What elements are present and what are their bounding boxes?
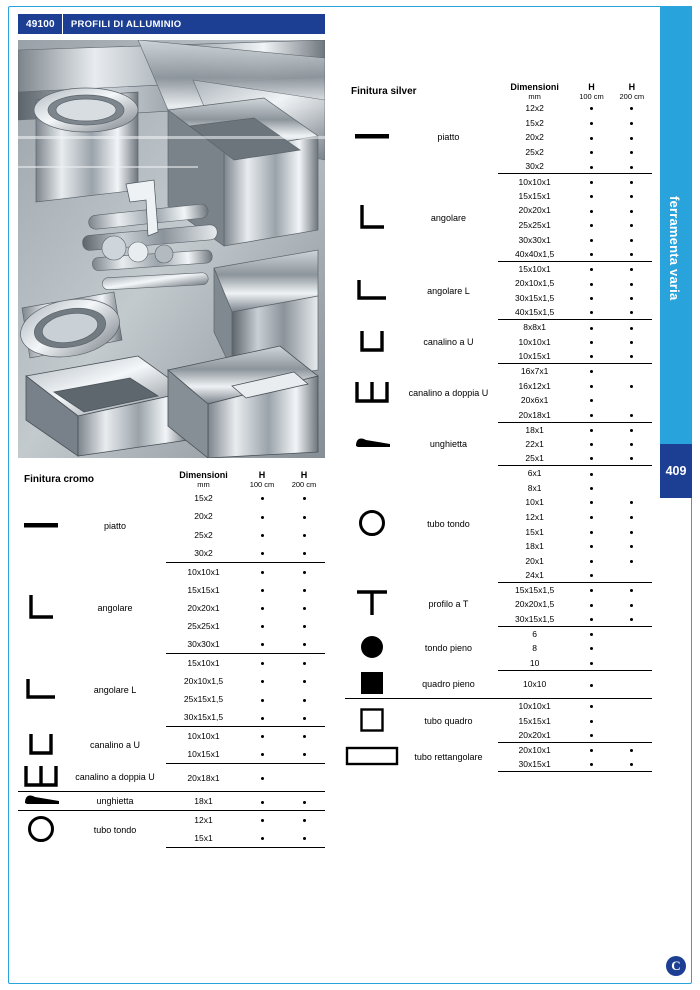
profile-name: canalino a doppia U [408, 387, 489, 398]
product-photo [18, 40, 325, 458]
dimension-value: 20x20x1 [187, 602, 220, 613]
dimension-value: 20x20x1 [498, 728, 571, 743]
availability-h200 [612, 291, 652, 306]
dimension-value: 10 [498, 656, 571, 671]
dimension-value: 20x18x1 [166, 763, 241, 792]
availability-h100 [241, 544, 283, 562]
angolare-l-icon [18, 654, 64, 727]
availability-h100 [571, 451, 611, 466]
availability-h200 [612, 641, 652, 656]
table-row [18, 792, 325, 811]
availability-h200 [283, 654, 325, 672]
dimension-value: 8x8x1 [523, 322, 546, 333]
availability-h100 [241, 507, 283, 525]
availability-h100 [241, 690, 283, 708]
dimension-value: 20x1 [525, 555, 544, 566]
header-dimensioni: Dimensioni mm [179, 470, 228, 489]
table-row [18, 811, 325, 829]
dimension-value: 15x15x1 [187, 584, 220, 595]
table-row [345, 466, 652, 481]
dimension-value: 10x15x1 [166, 745, 241, 763]
profile-name: canalino a doppia U [64, 763, 166, 792]
header-finish: Finitura cromo [24, 474, 95, 485]
dimension-value: 22x1 [525, 438, 544, 449]
dimension-value: 15x1 [166, 829, 241, 847]
dimension-value: 10x10x1 [518, 336, 551, 347]
availability-h200 [612, 612, 652, 627]
profile-name: profilo a T [428, 599, 469, 610]
table-row [345, 670, 652, 699]
table-row [345, 320, 652, 335]
dimension-value: 20x10x1,5 [515, 278, 555, 289]
availability-h200 [612, 451, 652, 466]
availability-h200 [612, 553, 652, 568]
availability-h200 [283, 617, 325, 635]
availability-h100 [571, 553, 611, 568]
availability-h100 [571, 422, 611, 437]
availability-h200 [612, 174, 652, 189]
table-row [345, 364, 652, 379]
table-row [18, 562, 325, 580]
tondo-pieno-icon [345, 626, 399, 670]
availability-h100 [571, 539, 611, 554]
dimension-value: 20x20x1 [518, 205, 551, 216]
dimension-value: 15x2 [525, 117, 544, 128]
availability-h100 [241, 635, 283, 653]
availability-h200 [283, 792, 325, 811]
dimension-value: 12x1 [525, 511, 544, 522]
dimension-value: 20x6x1 [520, 395, 549, 406]
availability-h100 [241, 580, 283, 598]
table-row [345, 742, 652, 757]
table-row [18, 763, 325, 792]
dimension-value: 6x1 [527, 468, 542, 479]
angolare-l-icon [345, 262, 399, 320]
dimension-value: 25x25x1 [187, 621, 220, 632]
availability-h200 [612, 495, 652, 510]
profilo-t-icon [345, 583, 399, 627]
dimension-value: 18x1 [166, 792, 241, 811]
table-row [345, 101, 652, 116]
table-finitura-cromo [18, 470, 325, 848]
dimension-value: 10x10x1 [187, 731, 220, 742]
table-row [345, 422, 652, 437]
table-row [345, 699, 652, 714]
availability-h200 [283, 635, 325, 653]
availability-h200 [283, 562, 325, 580]
profile-name: tubo tondo [93, 824, 137, 835]
availability-h100 [571, 524, 611, 539]
availability-h100 [571, 641, 611, 656]
availability-h200 [612, 203, 652, 218]
dimension-value: 30x15x1,5 [498, 612, 571, 627]
dimension-value: 10x15x1 [498, 349, 571, 364]
dimension-value: 18x1 [525, 541, 544, 552]
dimension-value: 25x25x1 [518, 220, 551, 231]
profile-name: tubo rettangolare [414, 752, 483, 763]
availability-h200 [612, 349, 652, 364]
unghietta-icon [345, 422, 399, 466]
availability-h200 [612, 422, 652, 437]
availability-h100 [571, 742, 611, 757]
availability-h100 [241, 562, 283, 580]
product-header [18, 14, 325, 34]
availability-h200 [612, 626, 652, 641]
header-h-200: H 200 cm [619, 82, 645, 101]
availability-h100 [571, 597, 611, 612]
availability-h100 [241, 709, 283, 727]
canalino-doppia-u-icon [345, 364, 399, 422]
availability-h200 [612, 378, 652, 393]
dimension-value: 20x18x1 [498, 407, 571, 422]
availability-h200 [612, 742, 652, 757]
canalino-u-icon [345, 320, 399, 364]
availability-h200 [612, 480, 652, 495]
availability-h100 [241, 489, 283, 507]
availability-h200 [283, 763, 325, 792]
table-row [345, 174, 652, 189]
availability-h100 [571, 568, 611, 583]
profile-name: angolare L [93, 685, 137, 696]
availability-h200 [612, 189, 652, 204]
profile-name: angolare [430, 212, 466, 223]
availability-h100 [241, 526, 283, 544]
availability-h200 [283, 580, 325, 598]
dimension-value: 12x1 [194, 815, 213, 826]
dimension-value: 25x2 [194, 529, 213, 540]
availability-h200 [283, 745, 325, 763]
availability-h100 [571, 495, 611, 510]
availability-h200 [283, 507, 325, 525]
header-h-200: H 200 cm [291, 470, 317, 489]
availability-h100 [571, 262, 611, 277]
availability-h100 [571, 247, 611, 262]
availability-h100 [571, 656, 611, 671]
availability-h200 [612, 510, 652, 525]
table-row [345, 262, 652, 277]
dimension-value: 15x10x1 [187, 658, 220, 669]
header-h-100: H 100 cm [249, 470, 275, 489]
availability-h200 [283, 690, 325, 708]
dimension-value: 40x40x1,5 [498, 247, 571, 262]
availability-h100 [241, 745, 283, 763]
profile-name: canalino a U [423, 336, 474, 347]
dimension-value: 30x30x1 [518, 234, 551, 245]
dimension-value: 25x1 [498, 451, 571, 466]
availability-h100 [241, 811, 283, 829]
dimension-value: 15x15x1,5 [515, 585, 555, 596]
availability-h200 [612, 699, 652, 714]
availability-h100 [571, 364, 611, 379]
availability-h200 [612, 713, 652, 728]
category-tab-label: ferramenta varia [667, 196, 682, 301]
dimension-value: 40x15x1,5 [498, 305, 571, 320]
availability-h200 [612, 568, 652, 583]
availability-h100 [241, 829, 283, 847]
availability-h100 [241, 654, 283, 672]
availability-h200 [612, 335, 652, 350]
availability-h100 [571, 480, 611, 495]
availability-h200 [283, 489, 325, 507]
dimension-value: 16x12x1 [518, 380, 551, 391]
availability-h200 [283, 599, 325, 617]
availability-h200 [612, 305, 652, 320]
availability-h100 [571, 728, 611, 743]
availability-h100 [571, 320, 611, 335]
availability-h100 [241, 617, 283, 635]
availability-h200 [612, 232, 652, 247]
availability-h100 [571, 189, 611, 204]
dimension-value: 15x2 [194, 493, 213, 504]
piatto-icon [18, 489, 64, 562]
availability-h200 [612, 247, 652, 262]
canalino-doppia-u-icon [18, 763, 64, 792]
availability-h200 [612, 116, 652, 131]
table-header-row [18, 470, 325, 489]
header-finish: Finitura silver [351, 86, 417, 97]
availability-h100 [571, 276, 611, 291]
availability-h200 [283, 829, 325, 847]
dimension-value: 16x7x1 [520, 366, 549, 377]
availability-h100 [571, 159, 611, 174]
header-h-100: H 100 cm [579, 82, 604, 101]
dimension-value: 10x10 [498, 670, 571, 699]
profile-name: unghietta [64, 792, 166, 811]
availability-h200 [283, 672, 325, 690]
canalino-u-icon [18, 727, 64, 764]
profile-name: angolare L [427, 285, 470, 296]
dimension-value: 20x2 [194, 511, 213, 522]
dimension-value: 15x10x1 [518, 264, 551, 275]
profile-name: piatto [103, 520, 127, 531]
dimension-value: 30x15x1,5 [166, 709, 241, 727]
dimension-value: 15x15x1 [518, 715, 551, 726]
availability-h100 [241, 599, 283, 617]
availability-h200 [283, 727, 325, 745]
availability-h200 [612, 466, 652, 481]
dimension-value: 10x10x1 [518, 176, 551, 187]
piatto-icon [345, 101, 399, 174]
availability-h200 [612, 145, 652, 160]
table-row [18, 654, 325, 672]
tubo-tondo-icon [18, 811, 64, 848]
availability-h100 [571, 757, 611, 772]
availability-h200 [283, 811, 325, 829]
dimension-value: 10x1 [525, 497, 544, 508]
availability-h100 [241, 672, 283, 690]
availability-h200 [612, 407, 652, 422]
availability-h200 [612, 524, 652, 539]
availability-h200 [612, 597, 652, 612]
availability-h100 [571, 145, 611, 160]
product-code: 49100 [26, 18, 55, 30]
dimension-value: 10x10x1 [187, 566, 220, 577]
availability-h100 [571, 393, 611, 408]
page-number-tab: 409 [660, 444, 692, 498]
availability-h100 [571, 335, 611, 350]
availability-h100 [571, 203, 611, 218]
availability-h100 [571, 583, 611, 598]
table-header-row [345, 82, 652, 101]
availability-h200 [283, 709, 325, 727]
dimension-value: 30x2 [166, 544, 241, 562]
dimension-value: 18x1 [525, 424, 544, 435]
profile-name: angolare [97, 602, 133, 613]
category-tab [660, 6, 692, 476]
table-row [345, 626, 652, 641]
availability-h200 [612, 757, 652, 772]
profile-name: unghietta [429, 438, 467, 449]
unghietta-icon [18, 792, 64, 811]
table-row [345, 583, 652, 598]
availability-h200 [283, 526, 325, 544]
tubo-rettangolare-icon [345, 742, 399, 771]
availability-h100 [571, 510, 611, 525]
dimension-value: 20x10x1 [518, 744, 551, 755]
dimension-value: 20x10x1,5 [183, 676, 224, 687]
availability-h200 [283, 544, 325, 562]
dimension-value: 30x2 [498, 159, 571, 174]
availability-h200 [612, 364, 652, 379]
availability-h100 [241, 792, 283, 811]
availability-h200 [612, 583, 652, 598]
availability-h100 [571, 699, 611, 714]
availability-h100 [571, 130, 611, 145]
availability-h100 [571, 378, 611, 393]
profile-name: canalino a U [89, 740, 141, 751]
tubo-tondo-icon [345, 466, 399, 583]
publisher-logo: C [666, 956, 686, 976]
availability-h200 [612, 276, 652, 291]
availability-h200 [612, 539, 652, 554]
table-row [18, 727, 325, 745]
profile-name: tubo quadro [424, 715, 473, 726]
availability-h100 [571, 349, 611, 364]
dimension-value: 15x1 [525, 526, 544, 537]
availability-h100 [571, 174, 611, 189]
availability-h200 [612, 130, 652, 145]
dimension-value: 24x1 [498, 568, 571, 583]
header-dimensioni: Dimensioni mm [510, 82, 559, 101]
dimension-value: 10x10x1 [518, 701, 551, 712]
availability-h100 [571, 612, 611, 627]
profile-name: tubo tondo [427, 519, 470, 530]
availability-h100 [571, 466, 611, 481]
dimension-value: 20x2 [525, 132, 544, 143]
availability-h100 [571, 232, 611, 247]
profile-name: piatto [437, 132, 460, 143]
availability-h200 [612, 437, 652, 452]
availability-h200 [612, 101, 652, 116]
dimension-value: 6 [532, 628, 537, 639]
page-title: PROFILI DI ALLUMINIO [70, 18, 182, 30]
angolare-icon [18, 562, 64, 653]
availability-h200 [612, 393, 652, 408]
availability-h200 [612, 320, 652, 335]
availability-h100 [571, 291, 611, 306]
table-row [18, 489, 325, 507]
dimension-value: 15x15x1 [518, 190, 551, 201]
availability-h100 [571, 116, 611, 131]
availability-h200 [612, 262, 652, 277]
availability-h100 [571, 626, 611, 641]
tubo-quadro-icon [345, 699, 399, 743]
availability-h100 [571, 437, 611, 452]
table-body-cromo [18, 470, 325, 848]
dimension-value: 25x2 [525, 147, 544, 158]
angolare-icon [345, 174, 399, 262]
availability-h100 [571, 407, 611, 422]
availability-h100 [241, 763, 283, 792]
availability-h100 [571, 670, 611, 699]
dimension-value: 30x15x1,5 [515, 293, 555, 304]
availability-h100 [571, 218, 611, 233]
dimension-value: 30x15x1 [498, 757, 571, 772]
availability-h200 [612, 159, 652, 174]
dimension-value: 12x2 [525, 103, 544, 114]
quadro-pieno-icon [345, 670, 399, 699]
dimension-value: 8x1 [527, 482, 542, 493]
availability-h200 [612, 728, 652, 743]
availability-h200 [612, 656, 652, 671]
availability-h200 [612, 670, 652, 699]
availability-h100 [571, 101, 611, 116]
availability-h100 [571, 713, 611, 728]
profile-name: quadro pieno [399, 670, 498, 699]
profile-name: tondo pieno [424, 643, 472, 654]
dimension-value: 8 [532, 643, 537, 654]
availability-h200 [612, 218, 652, 233]
availability-h100 [241, 727, 283, 745]
dimension-value: 20x20x1,5 [515, 599, 555, 610]
dimension-value: 25x15x1,5 [183, 694, 224, 705]
dimension-value: 30x30x1 [166, 635, 241, 653]
availability-h100 [571, 305, 611, 320]
table-body-silver [345, 82, 652, 772]
table-finitura-silver [345, 82, 652, 772]
